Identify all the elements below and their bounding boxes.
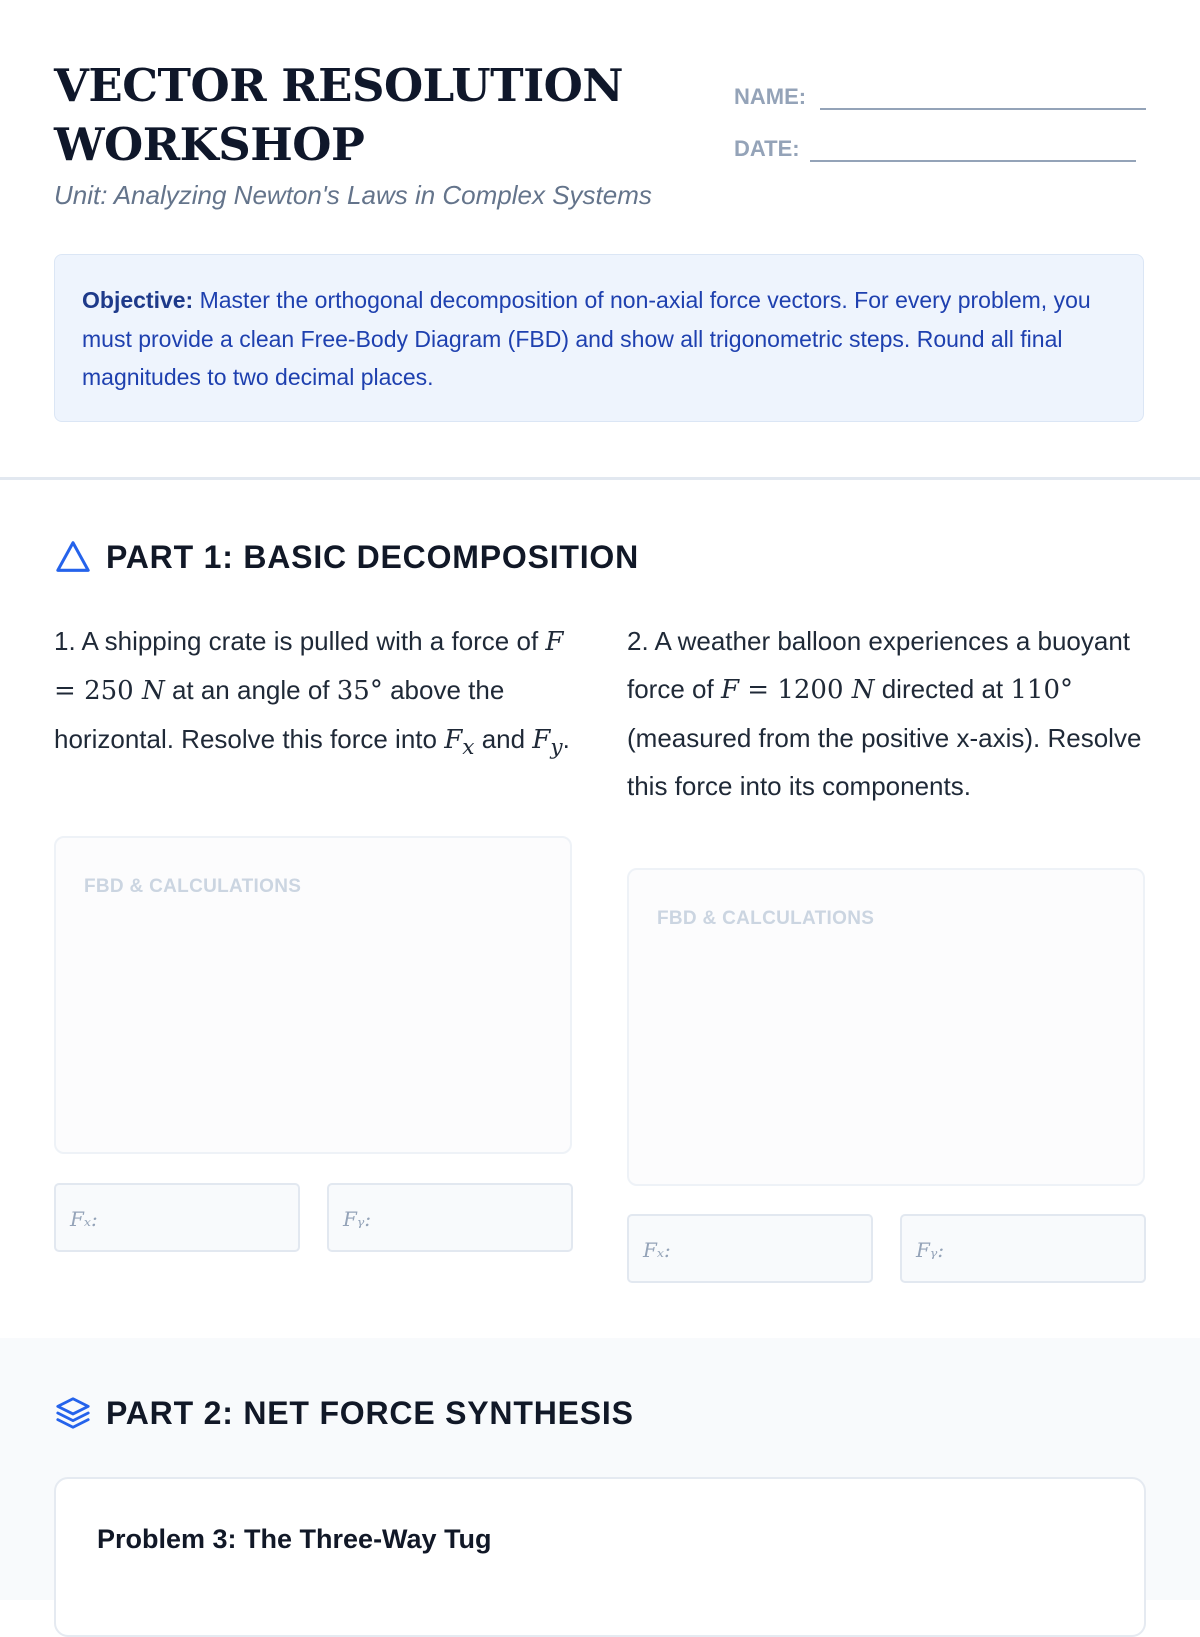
part2-heading [54,1394,634,1432]
objective-box [54,254,1144,422]
fx-answer-label: Fₓ: [643,1238,671,1262]
fx-answer-label: Fₓ: [70,1207,98,1231]
force-value-250: F = 250 N [54,627,564,706]
worksheet-header [54,56,1146,211]
part1-heading [54,538,639,576]
name-label: NAME: [734,84,807,109]
student-fields [734,58,1146,162]
force-value-1200: F = 1200 N [720,675,875,705]
problem2-text-b: directed at [874,674,1011,704]
fx-symbol: $F_x$ [444,725,475,761]
date-line[interactable] [810,130,1136,162]
fy-answer-label: Fᵧ: [343,1207,372,1231]
layers-icon [54,1394,92,1432]
fy-answer-label: Fᵧ: [916,1238,945,1262]
work-area-label: FBD & CALCULATIONS [84,876,302,897]
angle-110: 110° [1010,675,1073,705]
objective-label: Objective: [82,287,194,313]
name-field[interactable] [734,58,1146,110]
problem1-text-b: at an angle of [164,675,337,705]
fy-symbol: $F_y$ [532,725,563,761]
date-field[interactable] [734,110,1146,162]
answer-fy-2[interactable] [900,1214,1146,1283]
date-label: DATE: [734,136,800,161]
work-area-2[interactable] [627,868,1145,1186]
problem3-title: Problem 3: The Three-Way Tug [97,1524,492,1554]
objective-text: Master the orthogonal decomposition of non-axial force vectors. For every problem, you must provide a clean Free-Body Diagram (FBD) and show all trigonometric steps. Round all final magnitudes to two decimal places. [82,287,1091,390]
problem1-text-e: . [562,724,570,754]
worksheet-title: VECTOR RESOLUTION WORKSHOP [54,59,623,171]
problem2-text-c: (measured from the positive x-axis). Resolve this force into its components. [627,723,1142,801]
problem2-text-a: 2. A weather balloon experiences a buoyant force of [627,626,1131,704]
part1-title: PART 1: BASIC DECOMPOSITION [106,538,640,575]
answer-fx-2[interactable] [627,1214,873,1283]
worksheet-subtitle: Unit: Analyzing Newton's Laws in Complex Systems [54,180,652,210]
answer-fx-1[interactable] [54,1183,300,1252]
triangle-icon [54,538,92,576]
problem-1 [54,617,574,772]
answer-fy-1[interactable] [327,1183,573,1252]
problem1-text-d: and [474,724,533,754]
section-divider [0,477,1200,480]
work-area-1[interactable] [54,836,572,1154]
problem1-text-c: above the horizontal. Resolve this force into [54,675,505,754]
part2-title: PART 2: NET FORCE SYNTHESIS [106,1394,634,1431]
problem-2 [627,617,1147,810]
work-area-label: FBD & CALCULATIONS [657,908,875,929]
problem-3-card [54,1477,1146,1637]
angle-35: 35° [336,676,383,706]
problem1-text-a: 1. A shipping crate is pulled with a force of [54,626,546,656]
name-line[interactable] [820,78,1146,110]
